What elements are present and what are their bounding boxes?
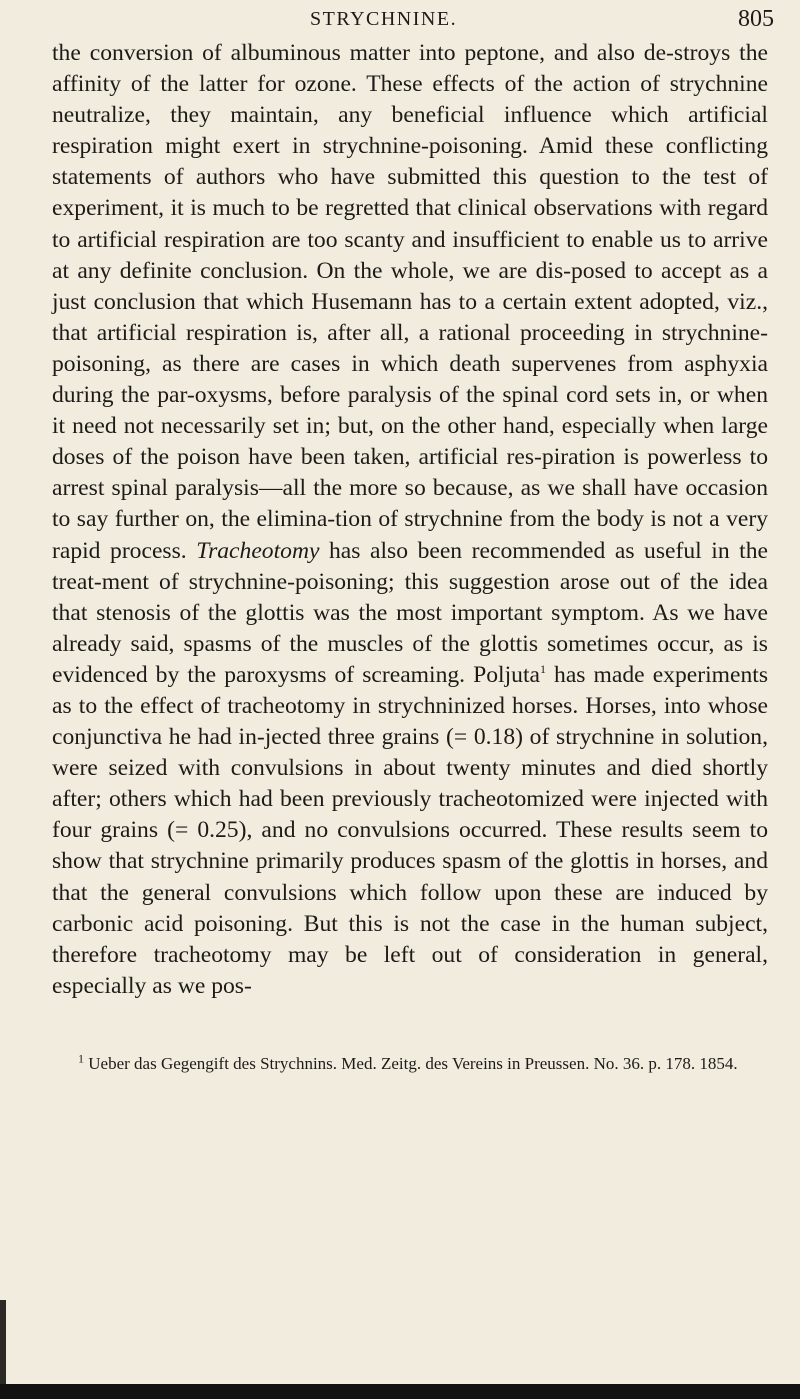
text-segment-2: has also been recommended as useful in the treat-ment of strychnine-poisoning; this suggestion arose out of the idea that stenosis of the glottis was the most important symptom. As we have already said, spasms of the muscles of the glottis sometimes occur, as is evidenced by the paroxysms of screaming. Poljuta <box>52 537 768 688</box>
footnote <box>52 1052 768 1076</box>
emphasis-tracheotomy: Tracheotomy <box>196 537 320 564</box>
text-segment-1: the conversion of albuminous matter into peptone, and also de-stroys the affinity of the latter for ozone. These effects of the action of strychnine neutralize, they maintain, any beneficial influence which artificial respiration might exert in strychnine-poisoning. Amid these conflicting statements of authors who have submitted this question to the test of experiment, it is much to be regretted that clinical observations with regard to artificial respiration are too scanty and insufficient to enable us to arrive at any definite conclusion. On the whole, we are dis-posed to accept as a just conclusion that which Husemann has to a certain extent adopted, viz., that artificial respiration is, after all, a rational proceeding in strychnine-poisoning, as there are cases in which death supervenes from asphyxia during the par-oxysms, before paralysis of the spinal cord sets in, or when it need not necessarily set in; but, on the other hand, especially when large doses of the poison have been taken, artificial res-piration is powerless to arrest spinal paralysis—all the more so because, as we shall have occasion to say further on, the elimina-tion of strychnine from the body is not a very rapid process. <box>52 40 768 564</box>
body-paragraph <box>52 38 768 1002</box>
footnote-reference: 1 <box>539 662 546 677</box>
page-edge-shadow <box>0 1300 6 1384</box>
footnote-text: Ueber das Gegengift des Strychnins. Med. Zeitg. des Vereins in Preussen. No. 36. p. 178. 1854. <box>88 1054 738 1073</box>
footnote-mark: 1 <box>78 1051 84 1066</box>
text-segment-3: has made experiments as to the effect of tracheotomy in strychninized horses. Horses, into whose conjunctiva he had in-jected three grains (= 0.18) of strychnine in solution, were seized with convulsions in about twenty minutes and died shortly after; others which had been previously tracheotomized were injected with four grains (= 0.25), and no convulsions occurred. These results seem to show that strychnine primarily produces spasm of the glottis in horses, and that the general convulsions which follow upon these are induced by carbonic acid poisoning. But this is not the case in the human subject, therefore tracheotomy may be left out of consideration in general, especially as we pos- <box>52 661 768 999</box>
body-text <box>52 38 768 1002</box>
scan-border <box>0 1384 800 1399</box>
page-number: 805 <box>738 6 774 32</box>
page-header <box>0 6 800 36</box>
running-head: STRYCHNINE. <box>310 8 458 30</box>
